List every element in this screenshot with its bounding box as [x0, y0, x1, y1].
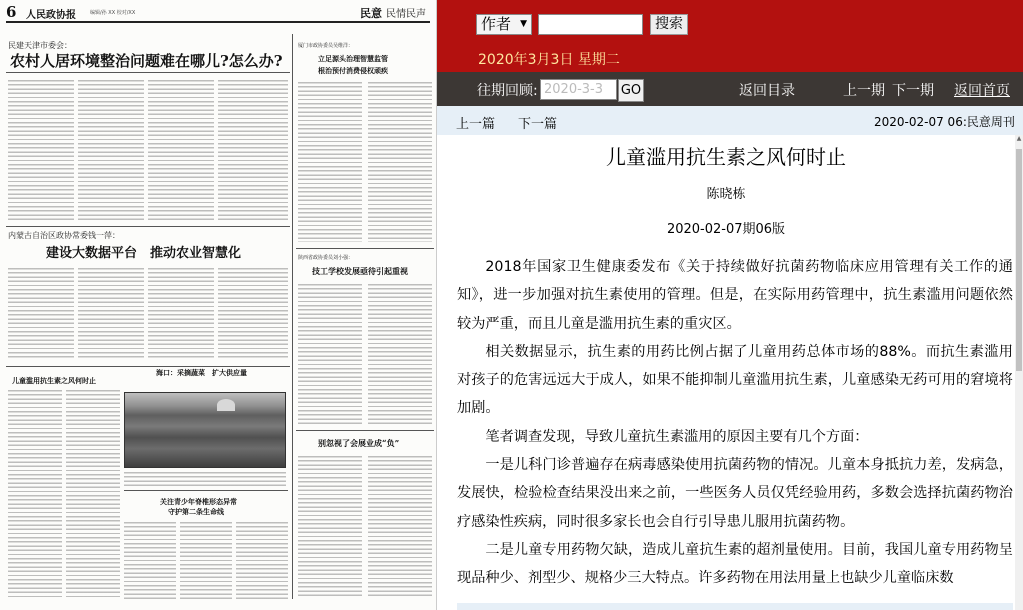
text-column	[298, 82, 362, 242]
chevron-down-icon: ▼	[520, 19, 527, 29]
back-to-toc-link[interactable]: 返回目录	[739, 83, 795, 99]
article-paragraph: 二是儿童专用药物欠缺，造成儿童抗生素的超剂量使用。目前，我国儿童专用药物呈现品种少、剂型少、规格少三大特点。许多药物在用法用量上也缺少儿童临床数	[457, 541, 1013, 587]
column-rule	[292, 34, 293, 599]
headline-tech-school[interactable]: 技工学校发展亟待引起重视	[312, 266, 408, 276]
article-title: 儿童滥用抗生素之风何时止	[606, 145, 846, 169]
section-name	[360, 5, 426, 21]
article-pane	[437, 106, 1023, 610]
scroll-up-arrow-icon[interactable]: ▲	[1016, 135, 1022, 142]
headline-lead[interactable]: 农村人居环境整治问题难在哪儿?怎么办?	[10, 52, 283, 70]
article-paragraph: 2018年国家卫生健康委发布《关于持续做好抗菌药物临床应用管理有关工作的通知》，进一步加强对抗生素使用的管理。但是，在实际用药管理中，抗生素滥用问题依然较为严重，而且儿童是滥用抗生素的重灾区。	[457, 259, 1013, 332]
article-edition: 2020-02-07期06版	[666, 222, 786, 237]
text-column	[298, 456, 362, 596]
text-column	[8, 80, 74, 220]
article-body	[457, 253, 1013, 593]
archive-label: 往期回顾:	[477, 83, 538, 99]
nav-bar	[437, 72, 1023, 106]
text-column	[124, 522, 176, 600]
headline-prepaid-2[interactable]: 根治预付消费侵权顽疾	[318, 66, 388, 75]
text-column	[78, 268, 144, 360]
section-subtitle: 民情民声	[386, 9, 426, 20]
headline-kicker: 民建天津市委会：	[8, 41, 72, 50]
headline-kicker: 厦门市政协委员吴维洋：	[298, 43, 354, 49]
prev-issue-link[interactable]: 上一期	[843, 83, 885, 99]
news-photo[interactable]	[124, 392, 286, 468]
page-info: 编辑/孙 XX 校对/XX	[90, 10, 136, 16]
photo-caption	[124, 472, 286, 486]
rule	[6, 72, 290, 73]
paper-name: 人民政协报	[26, 10, 76, 21]
headline-prepaid-1[interactable]: 立足源头治理智慧监管	[318, 54, 388, 63]
page-number: 6	[6, 3, 17, 21]
article-paragraph: 相关数据显示，抗生素的用药比例占据了儿童用药总体市场的88%。而抗生素滥用对孩子的危害远远大于成人，如果不能抑制儿童滥用抗生素，儿童感染无药可用的窘境将加剧。	[457, 343, 1013, 417]
scrollbar[interactable]	[1015, 135, 1023, 610]
section-title: 民意	[360, 7, 382, 20]
headline-bigdata[interactable]: 建设大数据平台 推动农业智慧化	[46, 246, 242, 261]
newspaper-page-thumbnail[interactable]	[0, 0, 437, 610]
search-button[interactable]: 搜索	[650, 14, 688, 35]
next-article-link[interactable]: 下一篇	[518, 117, 558, 132]
text-column	[148, 80, 214, 220]
text-column	[236, 522, 288, 600]
headline-kicker: 陕西省政协委员刘小强：	[298, 255, 354, 261]
search-input[interactable]	[538, 14, 643, 35]
article-author: 陈晓栋	[706, 187, 746, 202]
text-column	[368, 456, 432, 596]
text-column	[66, 390, 120, 600]
newspaper-masthead	[6, 3, 430, 23]
text-column	[218, 80, 288, 220]
headline-expo[interactable]: 别忽视了会展业成“负”	[318, 438, 400, 448]
current-date: 2020年3月3日 星期二	[478, 52, 620, 68]
prev-article-link[interactable]: 上一篇	[456, 117, 496, 132]
text-column	[8, 390, 62, 600]
text-column	[180, 522, 232, 600]
text-column	[78, 80, 144, 220]
headline-kicker: 内蒙古自治区政协常委钱一萍：	[8, 231, 120, 240]
text-column	[218, 268, 288, 360]
header-bar	[437, 0, 1023, 72]
article-meta: 2020-02-07 06:民意周刊	[874, 115, 1015, 129]
rule	[296, 430, 434, 431]
home-link[interactable]: 返回首页	[954, 83, 1010, 99]
rule	[124, 490, 288, 491]
rule	[6, 226, 290, 227]
archive-go-button[interactable]: GO	[618, 79, 644, 102]
rule	[296, 248, 434, 249]
headline-spine-1[interactable]: 关注青少年脊椎形态异常	[160, 497, 237, 506]
article-paragraph: 一是儿科门诊普遍存在病毒感染使用抗菌药物的情况。儿童本身抵抗力差，发病急，发展快，检验检查结果没出来之前，一些医务人员仅凭经验用药，多数会选择抗菌药物治疗感染性疾病，同时很多家长也会自行引导患儿服用抗菌药物。	[457, 457, 1013, 530]
text-column	[298, 284, 362, 424]
article-paragraph: 笔者调查发现，导致儿童抗生素滥用的原因主要有几个方面：	[485, 428, 869, 445]
article-footer-bar	[457, 603, 1013, 610]
archive-date-input[interactable]: 2020-3-3	[540, 79, 617, 100]
search-field-select[interactable]	[476, 14, 532, 35]
headline-haikou[interactable]: 海口：采摘蔬菜 扩大供应量	[156, 368, 247, 377]
next-issue-link[interactable]: 下一期	[892, 83, 934, 99]
text-column	[368, 284, 432, 424]
rule	[6, 366, 290, 367]
scroll-thumb[interactable]	[1016, 149, 1022, 371]
search-field-value: 作者	[481, 15, 512, 33]
text-column	[148, 268, 214, 360]
article-nav	[437, 106, 1023, 135]
text-column	[8, 268, 74, 360]
headline-antibiotics[interactable]: 儿童滥用抗生素之风何时止	[12, 376, 96, 385]
headline-spine-2[interactable]: 守护第二条生命线	[168, 507, 224, 516]
text-column	[368, 82, 432, 242]
